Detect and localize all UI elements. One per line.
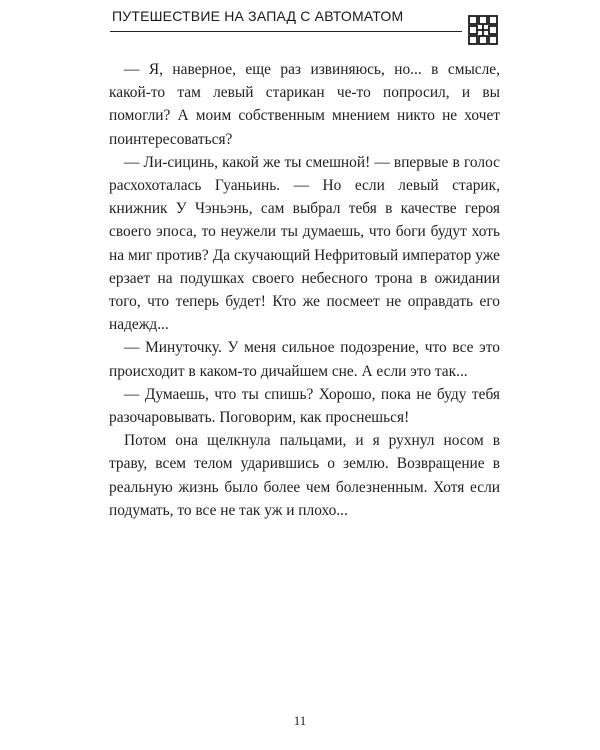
paragraph: — Я, наверное, еще раз извиняюсь, но... в смысле, какой-то там левый старикан че-то попросил, и вы помогли? А моим собственным мнением никто не хочет поинтересоваться? [109,61,500,148]
running-header-title: ПУТЕШЕСТВИЕ НА ЗАПАД С АВТОМАТОМ [112,8,404,24]
paragraph: — Думаешь, что ты спишь? Хорошо, пока не буду тебя разочаровывать. Поговорим, как проснешься! [109,385,500,427]
header-rule [110,31,462,32]
chinese-knot-icon [465,12,501,48]
paragraph: Потом она щелкнула пальцами, и я рухнул носом в траву, всем телом ударившись о землю. Возвращение в реальную жизнь было более чем болезненным. Хотя если подумать, то все не так уж и плохо... [109,432,500,519]
paragraph: — Минуточку. У меня сильное подозрение, что все это происходит в каком-то дичайшем сне. А если это так... [109,339,500,380]
page-number: 11 [293,713,307,728]
paragraph: — Ли-сицинь, какой же ты смешной! — впервые в голос расхохоталась Гуаньинь. — Но если левый старик, книжник У Чэньэнь, сам выбрал тебя в качестве героя своего эпоса, то неужели ты думаешь, что боги будут хоть на миг против? Да скучающий Нефритовый император уже ерзает на подушках своего небесного трона в ожидании того, что теперь будет! Кто же посмеет не оправдать его надежд... [109,153,500,334]
body-text [109,58,500,522]
